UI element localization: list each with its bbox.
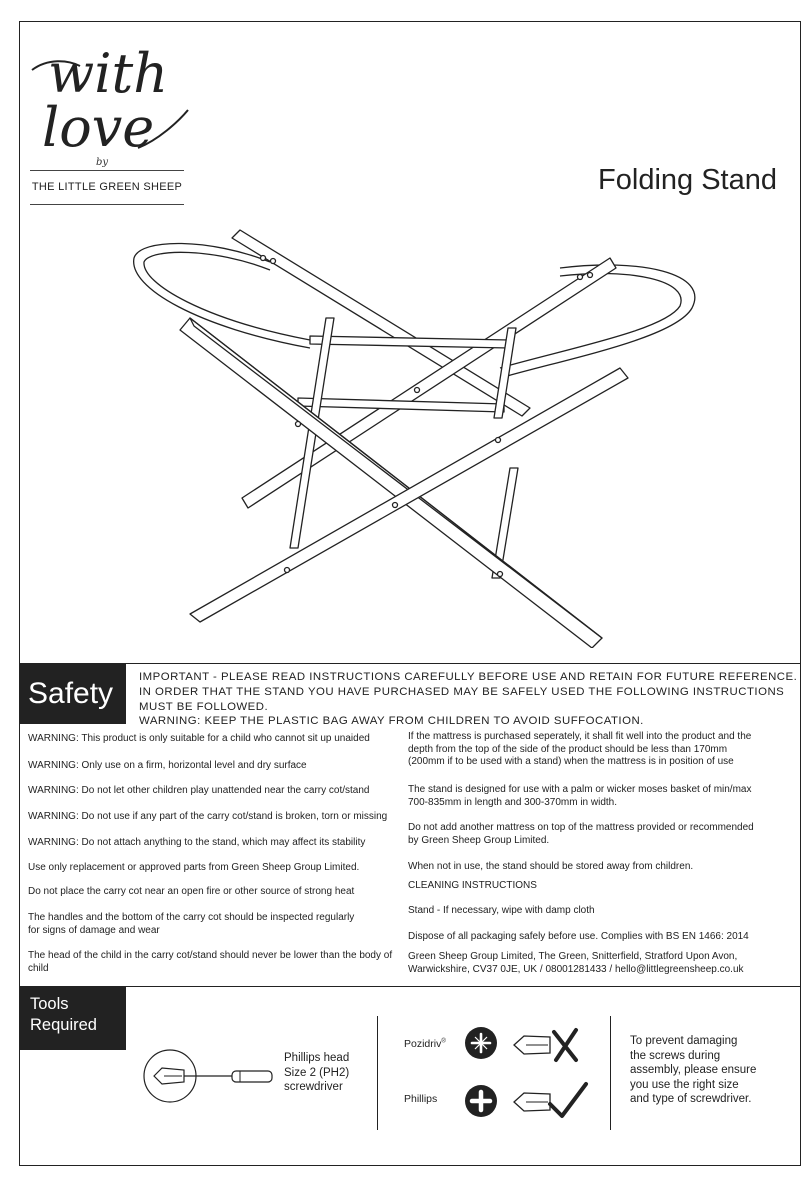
caption-line: screwdriver — [284, 1081, 343, 1093]
safety-item: If the mattress is purchased seperately, it shall fit well into the product and the depth from the top of the side of the product should be less than 170mm (200mm if to be used with a stand) when the mattress is in position of use — [408, 731, 752, 767]
warning-item: WARNING: Do not use if any part of the carry cot/stand is broken, torn or missing — [28, 811, 388, 822]
safety-item: The handles and the bottom of the carry cot should be inspected regularly for signs of damage and wear — [28, 912, 355, 936]
caption-line: Size 2 (PH2) — [284, 1066, 350, 1079]
note-line: you use the right size — [630, 1078, 739, 1091]
folding-stand-illustration — [120, 218, 700, 648]
note-line: and type of screwdriver. — [630, 1093, 752, 1106]
pozidriv-icon — [464, 1026, 498, 1060]
tools-heading-line2: Required — [30, 1016, 97, 1034]
caption-line: Phillips head — [284, 1052, 350, 1064]
logo-rule-bottom — [30, 204, 184, 205]
phillips-label: Phillips — [404, 1093, 438, 1105]
safety-item: Dispose of all packaging safely before use. Complies with BS EN 1466: 2014 — [408, 931, 749, 942]
note-line: the screws during — [630, 1049, 721, 1062]
logo-by: by — [96, 157, 109, 168]
screwdriver-note — [630, 1034, 790, 1107]
safety-item: The stand is designed for use with a palm or wicker moses basket of min/max 700-835mm in length and 300-370mm in width. — [408, 784, 752, 808]
phillips-bit-check-icon — [510, 1080, 590, 1120]
safety-item: Use only replacement or approved parts from Green Sheep Group Limited. — [28, 862, 360, 873]
safety-item: Stand - If necessary, wipe with damp cloth — [408, 905, 595, 916]
logo-rule-top — [30, 170, 184, 171]
safety-item: Do not place the carry cot near an open fire or other source of strong heat — [28, 886, 355, 897]
tools-heading-line1: Tools — [30, 995, 69, 1013]
safety-item: The head of the child in the carry cot/stand should never be lower than the body of child — [28, 950, 393, 974]
pozidriv-label: Pozidriv® — [404, 1038, 446, 1050]
svg-text:with: with — [48, 42, 168, 105]
warning-item: WARNING: This product is only suitable for a child who cannot sit up unaided — [28, 733, 370, 744]
pozidriv-bit-cross-icon — [510, 1026, 582, 1064]
safety-heading: Safety — [19, 664, 126, 724]
warning-item: WARNING: Do not attach anything to the stand, which may affect its stability — [28, 837, 366, 848]
screwdriver-icon — [140, 1046, 278, 1106]
tools-rule — [19, 986, 801, 987]
note-line: assembly, please ensure — [630, 1064, 757, 1077]
important-line: IN ORDER THAT THE STAND YOU HAVE PURCHASED MAY BE SAFELY USED THE FOLLOWING INSTRUCTIONS — [139, 685, 785, 698]
note-line: To prevent damaging — [630, 1035, 738, 1047]
important-line: WARNING: KEEP THE PLASTIC BAG AWAY FROM CHILDREN TO AVOID SUFFOCATION. — [139, 715, 644, 728]
tools-heading — [19, 987, 126, 1050]
safety-rule — [19, 663, 801, 664]
screwdriver-caption — [284, 1051, 349, 1095]
tools-divider-right — [610, 1016, 611, 1130]
safety-item: When not in use, the stand should be stored away from children. — [408, 861, 694, 872]
brand-name: THE LITTLE GREEN SHEEP — [31, 181, 183, 193]
safety-item: Do not add another mattress on top of the mattress provided or recommended by Green Sheep Group Limited. — [408, 822, 754, 846]
cleaning-heading: CLEANING INSTRUCTIONS — [408, 880, 537, 891]
important-line: IMPORTANT - PLEASE READ INSTRUCTIONS CAREFULLY BEFORE USE AND RETAIN FOR FUTURE REFERENCE. — [139, 671, 798, 683]
phillips-icon — [464, 1084, 498, 1118]
warning-item: WARNING: Only use on a firm, horizontal level and dry surface — [28, 760, 307, 771]
warning-item: WARNING: Do not let other children play unattended near the carry cot/stand — [28, 785, 370, 796]
with-love-logo — [28, 30, 198, 180]
tools-divider-left — [377, 1016, 378, 1130]
company-address: Green Sheep Group Limited, The Green, Snitterfield, Stratford Upon Avon, Warwickshire, CV37 0JE, UK / 08001281433 / hello@littlegreensheep.co.uk — [408, 951, 744, 975]
important-notice — [139, 670, 798, 729]
important-line: MUST BE FOLLOWED. — [139, 700, 269, 713]
page-title: Folding Stand — [598, 164, 777, 196]
svg-text:love: love — [42, 96, 155, 159]
